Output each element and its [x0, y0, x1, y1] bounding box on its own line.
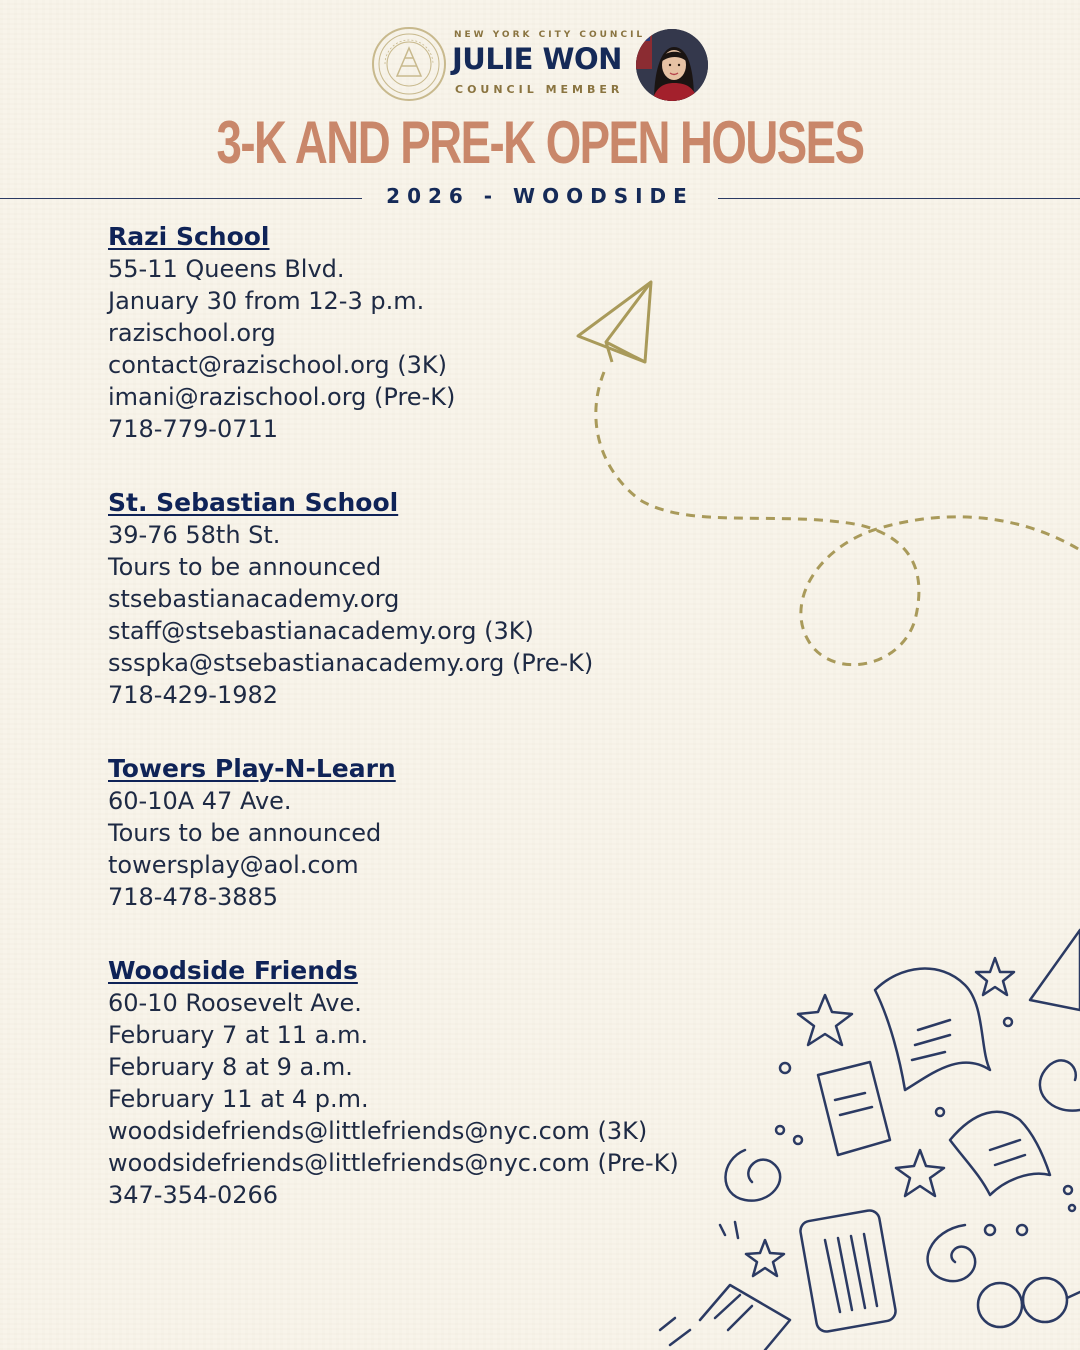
school-address: 60-10 Roosevelt Ave. — [108, 989, 362, 1017]
council-org-label: NEW YORK CITY COUNCIL — [454, 30, 646, 40]
school-address: 39-76 58th St. — [108, 521, 281, 549]
school-name: St. Sebastian School — [108, 488, 399, 517]
school-woodside-friends — [108, 955, 679, 1211]
page-subtitle: 2026 - WOODSIDE — [386, 184, 694, 208]
school-email-prek: woodsidefriends@littlefriends@nyc.com (Pre-K) — [108, 1149, 679, 1177]
school-website: stsebastianacademy.org — [108, 585, 400, 613]
school-razi — [108, 221, 455, 445]
school-email: towersplay@aol.com — [108, 851, 359, 879]
school-phone: 718-779-0711 — [108, 415, 279, 443]
school-tour-date: Tours to be announced — [108, 553, 382, 581]
school-tour-date: February 11 at 4 p.m. — [108, 1085, 369, 1113]
divider-left — [0, 198, 362, 199]
school-towers-play-n-learn — [108, 753, 396, 913]
school-st-sebastian — [108, 487, 593, 711]
nyc-council-seal-icon — [371, 26, 447, 102]
school-tour-date: February 7 at 11 a.m. — [108, 1021, 369, 1049]
school-tour-date: Tours to be announced — [108, 819, 382, 847]
school-email-3k: woodsidefriends@littlefriends@nyc.com (3K) — [108, 1117, 648, 1145]
divider-right — [718, 198, 1080, 199]
school-email-3k: contact@razischool.org (3K) — [108, 351, 447, 379]
council-member-role: COUNCIL MEMBER — [455, 83, 624, 96]
school-email-3k: staff@stsebastianacademy.org (3K) — [108, 617, 534, 645]
school-phone: 347-354-0266 — [108, 1181, 279, 1209]
school-tour-date: February 8 at 9 a.m. — [108, 1053, 353, 1081]
council-member-photo — [636, 29, 708, 101]
school-email-prek: imani@razischool.org (Pre-K) — [108, 383, 456, 411]
council-member-name: JULIE WON — [452, 42, 622, 76]
school-phone: 718-429-1982 — [108, 681, 279, 709]
school-email-prek: ssspka@stsebastianacademy.org (Pre-K) — [108, 649, 594, 677]
school-address: 55-11 Queens Blvd. — [108, 255, 345, 283]
school-phone: 718-478-3885 — [108, 883, 279, 911]
school-address: 60-10A 47 Ave. — [108, 787, 292, 815]
school-name: Towers Play-N-Learn — [108, 754, 396, 783]
school-website: razischool.org — [108, 319, 276, 347]
school-tour-date: January 30 from 12-3 p.m. — [108, 287, 425, 315]
school-name: Woodside Friends — [108, 956, 358, 985]
page-title: 3-K AND PRE-K OPEN HOUSES — [216, 109, 864, 176]
school-name: Razi School — [108, 222, 270, 251]
